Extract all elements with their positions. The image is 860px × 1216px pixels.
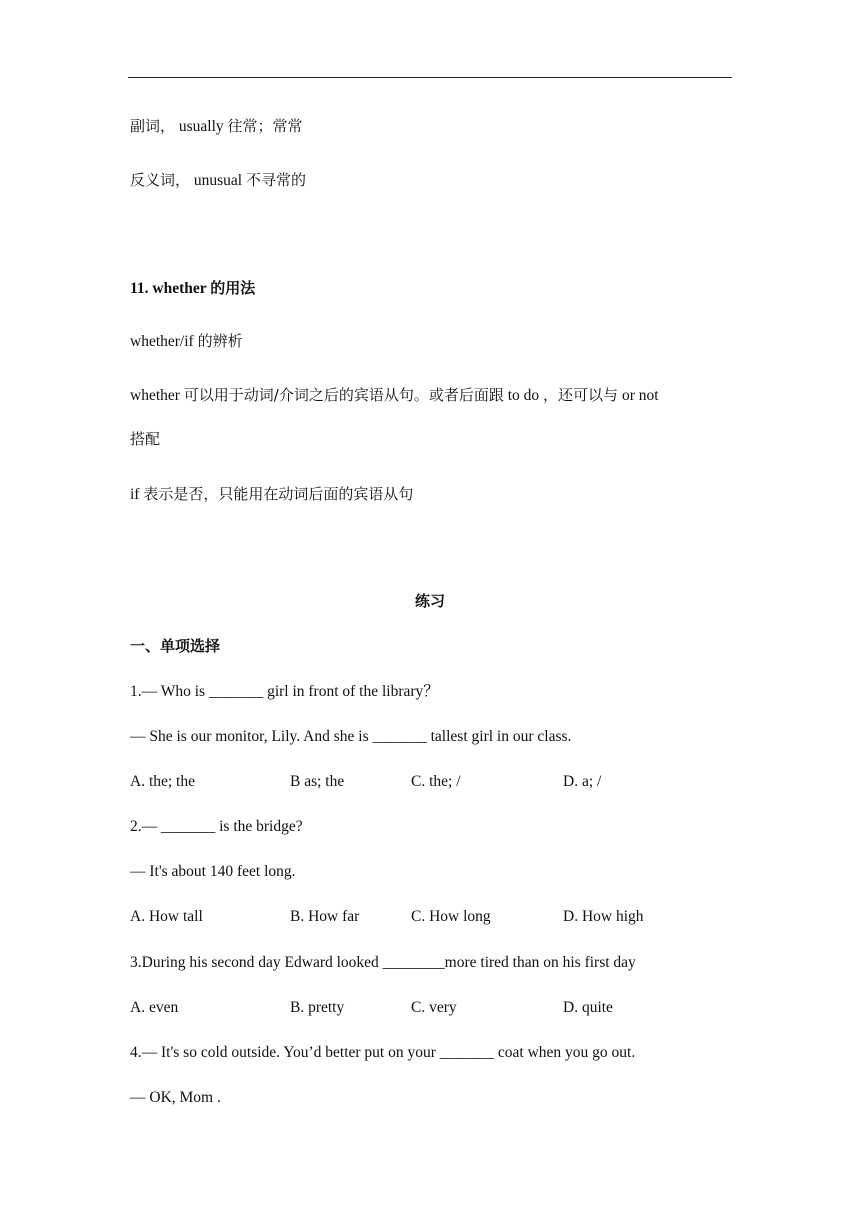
- adverb-meaning: 往常；常常: [227, 117, 303, 135]
- question-3-option-c: C. very: [411, 999, 457, 1016]
- adverb-note-line: [130, 119, 303, 135]
- section-11-heading: [130, 281, 255, 297]
- question-4-reply: — OK, Mom .: [130, 1089, 221, 1106]
- section-11-heading-cn: 的用法: [210, 279, 256, 297]
- question-2-option-b: B. How far: [290, 908, 360, 925]
- whether-if-line: [130, 334, 243, 350]
- question-3-option-a: A. even: [130, 999, 179, 1016]
- adverb-word: usually: [178, 118, 224, 135]
- question-1-option-a: A. the; the: [130, 773, 195, 790]
- question-2-option-c: C. How long: [411, 908, 491, 925]
- antonym-note-line: [130, 173, 306, 189]
- whether-usage-a: whether: [130, 387, 180, 404]
- question-2-option-a: A. How tall: [130, 908, 203, 925]
- practice-title: 练习: [414, 592, 445, 610]
- whether-usage-c: to do: [507, 387, 540, 404]
- multiple-choice-heading: 一、单项选择: [130, 637, 221, 655]
- whether-if-en: whether/if: [130, 333, 194, 350]
- if-usage-a: if: [130, 486, 140, 503]
- antonym-label: 反义词，: [130, 171, 191, 189]
- question-1-prompt: 1.— Who is _______ girl in front of the library？: [130, 683, 439, 700]
- whether-if-cn: 的辨析: [197, 332, 243, 350]
- antonym-word: unusual: [193, 172, 243, 189]
- question-3-option-b: B. pretty: [290, 999, 345, 1016]
- question-2-prompt: 2.— _______ is the bridge?: [130, 818, 303, 835]
- question-1-option-c: C. the; /: [411, 773, 461, 790]
- whether-usage-b: 可以用于动词/介词之后的宾语从句。或者后面跟: [183, 386, 504, 404]
- question-4-prompt: 4.— It's so cold outside. You’d better put on your _______ coat when you go out.: [130, 1044, 636, 1061]
- question-2-reply: — It's about 140 feet long.: [130, 863, 296, 880]
- adverb-label: 副词，: [130, 117, 176, 135]
- whether-usage-continued: 搭配: [130, 430, 161, 448]
- antonym-meaning: 不寻常的: [245, 171, 306, 189]
- if-usage-b: 表示是否，只能用在动词后面的宾语从句: [143, 485, 414, 503]
- whether-usage-e: or not: [621, 387, 659, 404]
- question-1-reply: — She is our monitor, Lily. And she is _______ tallest girl in our class.: [130, 728, 572, 745]
- if-usage-line: [130, 487, 413, 503]
- question-3-option-d: D. quite: [563, 999, 613, 1016]
- question-3-prompt: 3.During his second day Edward looked ________more tired than on his first day: [130, 954, 636, 971]
- header-rule: [128, 77, 732, 78]
- question-1-option-b: B as; the: [290, 773, 345, 790]
- section-11-heading-num: 11. whether: [130, 280, 207, 297]
- whether-usage-d: ，还可以与: [543, 386, 619, 404]
- whether-usage-line: [130, 388, 659, 404]
- question-1-option-d: D. a; /: [563, 773, 602, 790]
- question-2-option-d: D. How high: [563, 908, 644, 925]
